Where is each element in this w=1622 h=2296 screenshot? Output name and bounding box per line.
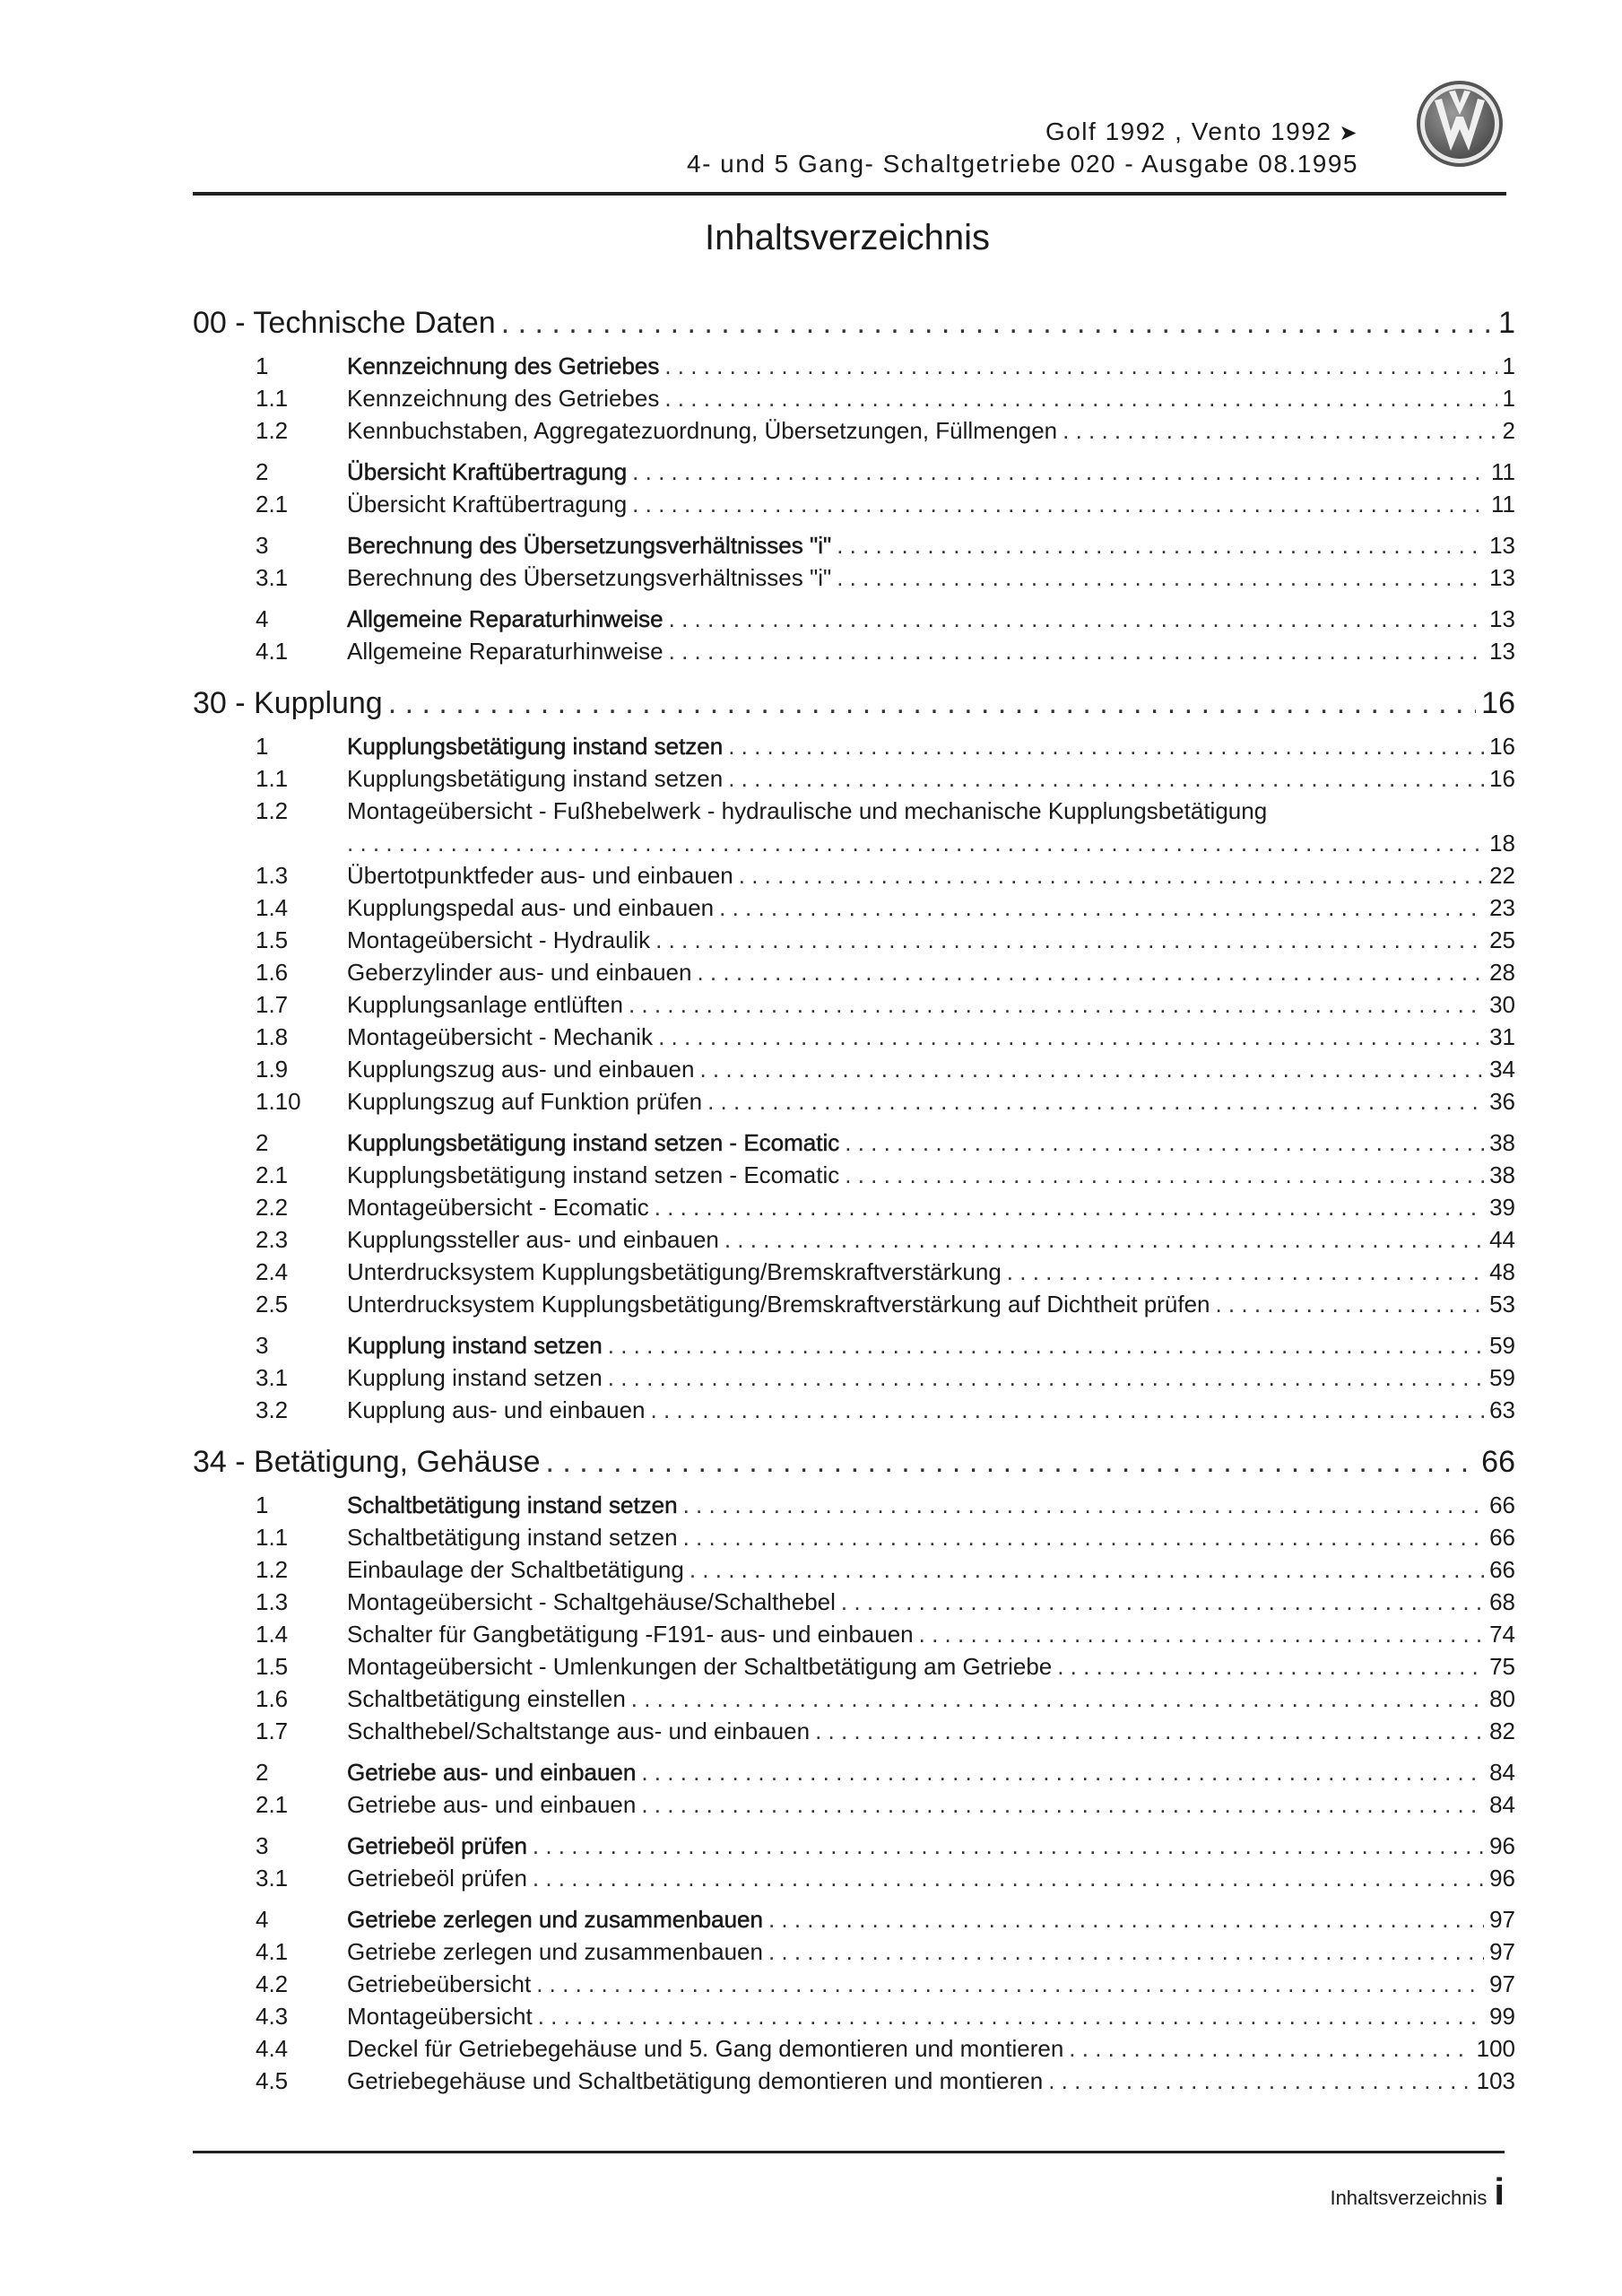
toc-chapter-entry[interactable] (193, 303, 1515, 343)
entry-page-number: 97 (1489, 1938, 1515, 1965)
toc-section-entry[interactable] (193, 603, 1515, 635)
toc-section-entry[interactable] (193, 1903, 1515, 1935)
dot-leader (632, 456, 1486, 488)
toc-subsection-entry[interactable] (193, 1288, 1515, 1320)
dot-leader (1215, 1288, 1484, 1320)
next-arrow-icon: ➤ (1339, 121, 1358, 145)
entry-title: Montageübersicht - Fußhebelwerk - hydraulische und mechanische Kupplungsbetätigung (347, 797, 1268, 824)
entry-number: 4.1 (256, 638, 289, 665)
header-divider (193, 192, 1506, 196)
entry-title: Berechnung des Übersetzungsverhältnisses "i" (347, 532, 832, 559)
entry-number: 4 (256, 605, 269, 632)
running-header (193, 117, 1358, 179)
dot-leader (533, 1830, 1484, 1862)
entry-page-number: 1 (1502, 352, 1515, 379)
toc-subsection-entry[interactable] (193, 1788, 1515, 1821)
entry-page-number: 13 (1489, 605, 1515, 632)
vw-logo-icon (1415, 79, 1505, 169)
toc-subsection-entry[interactable] (193, 988, 1515, 1021)
toc-subsection-entry[interactable] (193, 795, 1515, 859)
toc-section-entry[interactable] (193, 1126, 1515, 1159)
table-of-contents (193, 303, 1515, 2097)
dot-leader (919, 1618, 1484, 1650)
toc-section-entry[interactable] (193, 1329, 1515, 1361)
entry-number: 4 (256, 1906, 269, 1933)
dot-leader (655, 924, 1484, 956)
entry-page-number: 53 (1489, 1291, 1515, 1318)
entry-title: Montageübersicht (347, 2003, 533, 2030)
toc-section-entry[interactable] (193, 1830, 1515, 1862)
dot-leader (632, 488, 1486, 520)
entry-number: 1.8 (256, 1023, 289, 1050)
entry-number: 1.2 (256, 417, 289, 444)
toc-section-entry[interactable] (193, 529, 1515, 561)
dot-leader (728, 730, 1484, 762)
toc-subsection-entry[interactable] (193, 635, 1515, 667)
entry-title: Übertotpunktfeder aus- und einbauen (347, 862, 733, 889)
entry-page-number: 13 (1489, 564, 1515, 591)
entry-title: Unterdrucksystem Kupplungsbetätigung/Bremskraftverstärkung auf Dichtheit prüfen (347, 1291, 1210, 1318)
entry-page-number: 23 (1489, 894, 1515, 921)
dot-leader (651, 1394, 1485, 1426)
entry-title: Kennzeichnung des Getriebes (347, 385, 660, 412)
entry-title: Getriebe zerlegen und zusammenbauen (347, 1906, 763, 1933)
dot-leader (631, 1683, 1484, 1715)
entry-page-number: 22 (1489, 862, 1515, 889)
entry-title: Montageübersicht - Hydraulik (347, 926, 651, 953)
entry-page-number: 66 (1489, 1524, 1515, 1551)
toc-subsection-entry[interactable] (193, 1553, 1515, 1586)
entry-title: Übersicht Kraftübertragung (347, 491, 628, 517)
entry-title: Einbaulage der Schaltbetätigung (347, 1556, 684, 1583)
dot-leader (501, 303, 1493, 343)
entry-page-number: 11 (1491, 458, 1515, 485)
dot-leader (608, 1361, 1484, 1394)
entry-page-number: 99 (1489, 2003, 1515, 2030)
dot-leader (845, 1126, 1484, 1159)
entry-number: 1.4 (256, 1621, 289, 1648)
entry-number: 3 (256, 1832, 269, 1859)
entry-title: Schaltbetätigung instand setzen (347, 1524, 678, 1551)
entry-number: 4.4 (256, 2035, 289, 2062)
toc-subsection-entry[interactable] (193, 2032, 1515, 2065)
dot-leader (664, 350, 1496, 382)
entry-title: Getriebegehäuse und Schaltbetätigung demontieren und montieren (347, 2067, 1044, 2094)
entry-number: 1 (256, 352, 269, 379)
entry-page-number: 59 (1489, 1332, 1515, 1359)
dot-leader (697, 956, 1484, 988)
entry-number: 1.1 (256, 1524, 289, 1551)
entry-page-number: 11 (1491, 491, 1515, 517)
entry-page-number: 30 (1489, 991, 1515, 1018)
entry-title: Montageübersicht - Mechanik (347, 1023, 654, 1050)
entry-number: 2.2 (256, 1194, 289, 1221)
entry-page-number: 63 (1489, 1396, 1515, 1423)
entry-page-number: 66 (1489, 1492, 1515, 1518)
entry-title: Kupplung aus- und einbauen (347, 1396, 646, 1423)
dot-leader (641, 1756, 1484, 1788)
dot-leader (768, 1903, 1484, 1935)
toc-subsection-entry[interactable] (193, 382, 1515, 414)
entry-page-number: 82 (1489, 1718, 1515, 1744)
entry-number: 1.7 (256, 1718, 289, 1744)
entry-number: 2.4 (256, 1258, 289, 1285)
entry-number: 2 (256, 458, 269, 485)
entry-title: Unterdrucksystem Kupplungsbetätigung/Bremskraftverstärkung (347, 1258, 1002, 1285)
header-subtitle: 4- und 5 Gang- Schaltgetriebe 020 - Ausgabe 08.1995 (687, 150, 1358, 178)
dot-leader (669, 635, 1484, 667)
entry-number: 3.1 (256, 1364, 289, 1391)
toc-subsection-entry[interactable] (193, 1085, 1515, 1118)
entry-number: 2.3 (256, 1226, 289, 1253)
toc-section-entry[interactable] (193, 730, 1515, 762)
entry-title: Kupplungspedal aus- und einbauen (347, 894, 715, 921)
dot-leader (608, 1329, 1484, 1361)
entry-page-number: 13 (1489, 532, 1515, 559)
entry-page-number: 38 (1489, 1129, 1515, 1156)
dot-leader (1007, 1256, 1484, 1288)
dot-leader (664, 382, 1496, 414)
toc-subsection-entry[interactable] (193, 1935, 1515, 1968)
entry-title: Montageübersicht - Umlenkungen der Schaltbetätigung am Getriebe (347, 1653, 1053, 1680)
dot-leader (536, 1968, 1484, 2000)
toc-subsection-entry[interactable] (193, 1394, 1515, 1426)
header-model-line (193, 117, 1358, 149)
dot-leader (658, 1021, 1484, 1053)
dot-leader (837, 561, 1484, 594)
toc-subsection-entry[interactable] (193, 1159, 1515, 1191)
toc-subsection-entry[interactable] (193, 1223, 1515, 1256)
toc-subsection-entry[interactable] (193, 859, 1515, 891)
entry-page-number: 103 (1476, 2067, 1515, 2094)
entry-page-number: 66 (1489, 1556, 1515, 1583)
entry-title: Kupplung instand setzen (347, 1364, 603, 1391)
entry-title: Schaltbetätigung instand setzen (347, 1492, 678, 1518)
toc-section-entry[interactable] (193, 1756, 1515, 1788)
entry-page-number: 34 (1489, 1056, 1515, 1083)
footer-divider (193, 2151, 1505, 2153)
entry-title: Getriebe aus- und einbauen (347, 1791, 637, 1818)
entry-number: 2 (256, 1759, 269, 1786)
entry-page-number: 1 (1502, 385, 1515, 412)
entry-title: Kupplungssteller aus- und einbauen (347, 1226, 719, 1253)
entry-number: 4.5 (256, 2067, 289, 2094)
dot-leader (655, 1191, 1484, 1223)
entry-title: Kennzeichnung des Getriebes (347, 352, 660, 379)
toc-subsection-entry[interactable] (193, 762, 1515, 795)
entry-title: Berechnung des Übersetzungsverhältnisses "i" (347, 564, 832, 591)
entry-page-number: 36 (1489, 1088, 1515, 1115)
entry-number: 1.4 (256, 894, 289, 921)
entry-title: Deckel für Getriebegehäuse und 5. Gang demontieren und montieren (347, 2035, 1064, 2062)
chapter-page-number: 1 (1498, 306, 1515, 340)
toc-chapter-entry[interactable] (193, 1442, 1515, 1482)
entry-page-number: 84 (1489, 1759, 1515, 1786)
toc-section-entry[interactable] (193, 350, 1515, 382)
dot-leader (768, 1935, 1484, 1968)
entry-number: 1.6 (256, 1685, 289, 1712)
entry-number: 1.10 (256, 1088, 301, 1115)
entry-number: 3.1 (256, 564, 289, 591)
dot-leader (837, 529, 1484, 561)
chapter-title: 00 - Technische Daten (193, 306, 496, 340)
dot-leader (728, 762, 1484, 795)
toc-subsection-entry[interactable] (193, 2065, 1515, 2097)
entry-number: 1.3 (256, 1588, 289, 1615)
entry-page-number: 38 (1489, 1161, 1515, 1188)
dot-leader (641, 1788, 1484, 1821)
entry-number: 1.1 (256, 385, 289, 412)
chapter-title: 34 - Betätigung, Gehäuse (193, 1445, 541, 1479)
dot-leader (629, 988, 1484, 1021)
chapter-page-number: 66 (1481, 1445, 1515, 1479)
entry-number: 3.1 (256, 1865, 289, 1892)
toc-subsection-entry[interactable] (193, 1256, 1515, 1288)
entry-title: Montageübersicht - Ecomatic (347, 1194, 649, 1221)
entry-number: 1.6 (256, 959, 289, 986)
entry-title: Übersicht Kraftübertragung (347, 458, 628, 485)
entry-number: 1.2 (256, 797, 289, 824)
toc-section-entry[interactable] (193, 456, 1515, 488)
entry-number: 2.1 (256, 1791, 289, 1818)
dot-leader (669, 603, 1484, 635)
entry-page-number: 80 (1489, 1685, 1515, 1712)
entry-title: Kupplungsbetätigung instand setzen (347, 733, 724, 760)
entry-title: Montageübersicht - Schaltgehäuse/Schalthebel (347, 1588, 836, 1615)
toc-subsection-entry[interactable] (193, 1650, 1515, 1683)
entry-number: 1 (256, 733, 269, 760)
entry-number: 4.2 (256, 1970, 289, 1997)
dot-leader (845, 1159, 1484, 1191)
dot-leader (841, 1586, 1484, 1618)
entry-page-number: 100 (1476, 2035, 1515, 2062)
dot-leader (699, 1053, 1484, 1085)
dot-leader (683, 1489, 1484, 1521)
entry-number: 3 (256, 532, 269, 559)
chapter-page-number: 16 (1481, 686, 1515, 720)
dot-leader (739, 859, 1484, 891)
toc-subsection-entry[interactable] (193, 1361, 1515, 1394)
entry-page-number: 13 (1489, 638, 1515, 665)
entry-title: Kupplungszug aus- und einbauen (347, 1056, 695, 1083)
running-footer (1076, 2170, 1505, 2213)
toc-subsection-entry[interactable] (193, 1683, 1515, 1715)
dot-leader (707, 1085, 1484, 1118)
entry-page-number: 97 (1489, 1906, 1515, 1933)
entry-page-number: 68 (1489, 1588, 1515, 1615)
toc-subsection-entry[interactable] (193, 891, 1515, 924)
toc-subsection-entry[interactable] (193, 1053, 1515, 1085)
entry-title: Kupplungszug auf Funktion prüfen (347, 1088, 703, 1115)
dot-leader (719, 891, 1484, 924)
toc-subsection-entry[interactable] (193, 1618, 1515, 1650)
toc-section-entry[interactable] (193, 1489, 1515, 1521)
entry-page-number: 18 (1489, 830, 1515, 857)
entry-number: 1.1 (256, 765, 289, 792)
dot-leader (1069, 2032, 1470, 2065)
entry-number: 1.3 (256, 862, 289, 889)
toc-subsection-entry[interactable] (193, 1586, 1515, 1618)
entry-page-number: 16 (1489, 765, 1515, 792)
entry-title: Getriebeöl prüfen (347, 1832, 527, 1859)
toc-subsection-entry[interactable] (193, 488, 1515, 520)
dot-leader (388, 683, 1476, 723)
entry-page-number: 97 (1489, 1970, 1515, 1997)
dot-leader (1048, 2065, 1470, 2097)
entry-title: Kupplungsbetätigung instand setzen - Ecomatic (347, 1129, 840, 1156)
dot-leader (538, 2000, 1484, 2032)
entry-number: 1.7 (256, 991, 289, 1018)
toc-subsection-entry[interactable] (193, 1968, 1515, 2000)
entry-page-number: 75 (1489, 1653, 1515, 1680)
entry-title: Schaltbetätigung einstellen (347, 1685, 626, 1712)
dot-leader (1063, 414, 1496, 447)
entry-title: Getriebeübersicht (347, 1970, 532, 1997)
entry-number: 2.5 (256, 1291, 289, 1318)
toc-chapter-entry[interactable] (193, 683, 1515, 723)
footer-section-name: Inhaltsverzeichnis (1330, 2187, 1488, 2209)
entry-title: Kupplungsanlage entlüften (347, 991, 623, 1018)
entry-page-number: 28 (1489, 959, 1515, 986)
toc-subsection-entry[interactable] (193, 2000, 1515, 2032)
dot-leader (1057, 1650, 1484, 1683)
toc-subsection-entry[interactable] (193, 1862, 1515, 1894)
toc-subsection-entry[interactable] (193, 1715, 1515, 1747)
entry-page-number: 74 (1489, 1621, 1515, 1648)
entry-title: Kupplung instand setzen (347, 1332, 603, 1359)
entry-title: Geberzylinder aus- und einbauen (347, 959, 692, 986)
entry-page-number: 2 (1502, 417, 1515, 444)
chapter-title: 30 - Kupplung (193, 686, 383, 720)
entry-page-number: 16 (1489, 733, 1515, 760)
toc-subsection-entry[interactable] (193, 1191, 1515, 1223)
entry-page-number: 44 (1489, 1226, 1515, 1253)
dot-leader (690, 1553, 1484, 1586)
dot-leader (347, 827, 1484, 859)
dot-leader (683, 1521, 1484, 1553)
dot-leader (724, 1223, 1484, 1256)
page-title: Inhaltsverzeichnis (705, 218, 990, 257)
entry-page-number: 48 (1489, 1258, 1515, 1285)
toc-subsection-entry[interactable] (193, 1021, 1515, 1053)
entry-title: Allgemeine Reparaturhinweise (347, 605, 664, 632)
entry-title: Getriebe aus- und einbauen (347, 1759, 637, 1786)
entry-number: 2 (256, 1129, 269, 1156)
entry-number: 1.9 (256, 1056, 289, 1083)
entry-title: Schalter für Gangbetätigung -F191- aus- und einbauen (347, 1621, 914, 1648)
header-models: Golf 1992 , Vento 1992 (1045, 117, 1332, 145)
toc-subsection-entry[interactable] (193, 956, 1515, 988)
entry-page-number: 39 (1489, 1194, 1515, 1221)
entry-number: 4.1 (256, 1938, 289, 1965)
dot-leader (815, 1715, 1484, 1747)
dot-leader (533, 1862, 1484, 1894)
entry-page-number: 96 (1489, 1865, 1515, 1892)
entry-page-number: 96 (1489, 1832, 1515, 1859)
entry-number: 3.2 (256, 1396, 289, 1423)
entry-page-number: 84 (1489, 1791, 1515, 1818)
entry-title: Kennbuchstaben, Aggregatezuordnung, Übersetzungen, Füllmengen (347, 417, 1058, 444)
entry-title: Kupplungsbetätigung instand setzen (347, 765, 724, 792)
footer-page-number: i (1494, 2170, 1505, 2213)
entry-title: Kupplungsbetätigung instand setzen - Ecomatic (347, 1161, 840, 1188)
toc-subsection-entry[interactable] (193, 414, 1515, 447)
dot-leader (546, 1442, 1477, 1482)
toc-subsection-entry[interactable] (193, 561, 1515, 594)
entry-title: Allgemeine Reparaturhinweise (347, 638, 664, 665)
entry-number: 3 (256, 1332, 269, 1359)
entry-title: Schalthebel/Schaltstange aus- und einbauen (347, 1718, 811, 1744)
entry-number: 1.2 (256, 1556, 289, 1583)
entry-number: 4.3 (256, 2003, 289, 2030)
toc-subsection-entry[interactable] (193, 924, 1515, 956)
entry-number: 1 (256, 1492, 269, 1518)
entry-number: 1.5 (256, 926, 289, 953)
entry-title: Getriebe zerlegen und zusammenbauen (347, 1938, 763, 1965)
entry-number: 2.1 (256, 491, 289, 517)
toc-subsection-entry[interactable] (193, 1521, 1515, 1553)
entry-page-number: 31 (1489, 1023, 1515, 1050)
entry-number: 1.5 (256, 1653, 289, 1680)
entry-page-number: 59 (1489, 1364, 1515, 1391)
entry-title: Getriebeöl prüfen (347, 1865, 527, 1892)
entry-page-number: 25 (1489, 926, 1515, 953)
entry-number: 2.1 (256, 1161, 289, 1188)
